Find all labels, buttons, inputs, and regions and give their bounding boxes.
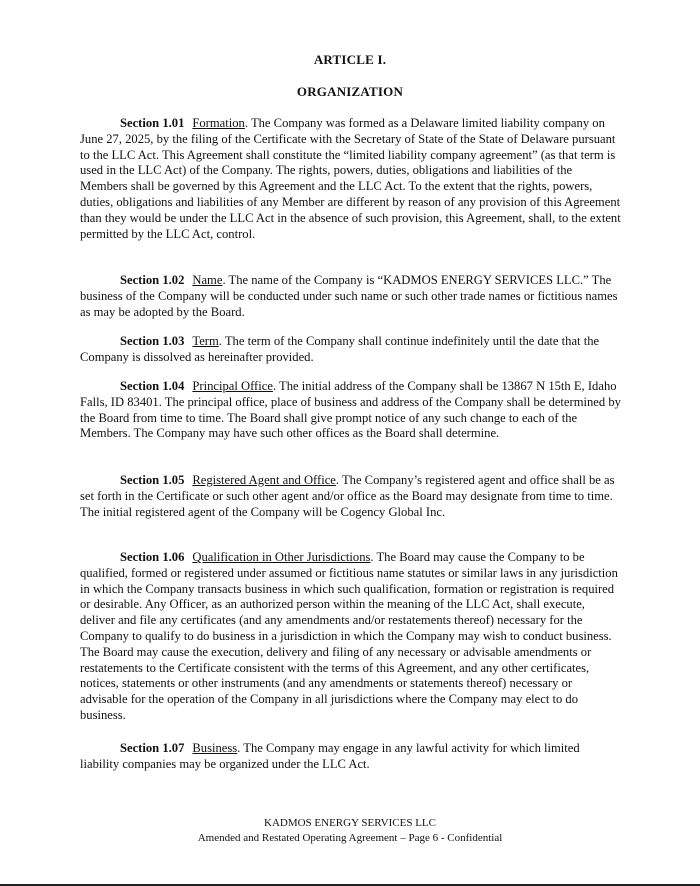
section-number: Section 1.02: [120, 273, 185, 287]
article-number: ARTICLE I.: [313, 52, 387, 67]
section-number: Section 1.03: [120, 334, 185, 348]
section-text: The initial address of the Company shall be 13867 N 15th E, Idaho Falls, ID 83401. The principal office, place of business and address of the Company shall be determined by the Board from time to time. The Board shall give prompt notice of any such change to each of the Members. The Company may have such other offices as the Board shall determine.: [80, 379, 621, 441]
section-heading: Principal Office: [192, 379, 273, 393]
section-number: Section 1.01: [120, 116, 185, 130]
section-heading: Formation: [192, 116, 245, 130]
section-number: Section 1.05: [120, 473, 185, 487]
section-number: Section 1.07: [120, 741, 185, 755]
section-heading: Term: [192, 334, 219, 348]
section-1-05: Section 1.05 Registered Agent and Office. The Company’s registered agent and office shall be as set forth in the Certificate or such other agent and/or office as the Board may designate from time to time. The initial registered agent of the Company will be Cogency Global Inc.: [80, 473, 615, 519]
article-title: ORGANIZATION: [296, 84, 404, 99]
section-text: The Company may engage in any lawful activity for which limited liability companies may be organized under the LLC Act.: [80, 741, 580, 771]
section-number: Section 1.04: [120, 379, 185, 393]
section-text: The Company was formed as a Delaware limited liability company on June 27, 2025, by the filing of the Certificate with the Secretary of State of the State of Delaware pursuant to the LLC Act. This Agreement shall constitute the “limited liability company agreement” (as that term is used in the LLC Act) of the Company. The rights, powers, duties, obligations and liabilities of the Members shall be governed by this Agreement and the LLC Act. To the extent that the rights, powers, duties, obligations and liabilities of any Member are different by reason of any provision of this Agreement than they would be under the LLC Act in the absence of such provision, this Agreement, shall, to the extent permitted by the LLC Act, control.: [80, 116, 621, 241]
section-text: The Company’s registered agent and office shall be as set forth in the Certificate or such other agent and/or office as the Board may designate from time to time. The initial registered agent of the Company will be Cogency Global Inc.: [80, 473, 615, 519]
section-heading: Registered Agent and Office: [192, 473, 336, 487]
section-heading: Name: [192, 273, 223, 287]
section-1-03: Section 1.03 Term. The term of the Company shall continue indefinitely until the date that the Company is dissolved as hereinafter provided.: [80, 334, 600, 364]
section-1-04: Section 1.04 Principal Office. The initial address of the Company shall be 13867 N 15th E, Idaho Falls, ID 83401. The principal office, place of business and address of the Company shall be determined by the Board from time to time. The Board shall give prompt notice of any such change to each of the Members. The Company may have such other offices as the Board shall determine.: [80, 379, 621, 441]
section-heading: Business: [192, 741, 238, 755]
section-number: Section 1.06: [120, 550, 185, 564]
footer-company: KADMOS ENERGY SERVICES LLC: [264, 817, 436, 829]
section-1-06: Section 1.06 Qualification in Other Jurisdictions. The Board may cause the Company to be qualified, formed or registered under assumed or fictitious name statutes or similar laws in any jurisdiction in which the Company transacts business in which such qualification, formation or registration is required or desirable. Any Officer, as an authorized person within the meaning of the LLC Act, shall execute, deliver and file any certificates (and any amendments and/or restatements thereof) necessary for the Company to qualify to do business in a jurisdiction in which the Company may wish to conduct business. The Board may cause the execution, delivery and filing of any necessary or advisable amendments or restatements to the Certificate consistent with the terms of this Agreement, and any other certificates, notices, statements or other instruments (and any amendments or statements thereof) necessary or advisable for the operation of the Company in all jurisdictions where the Company may elect to do business.: [80, 550, 618, 722]
section-1-01: Section 1.01 Formation. The Company was formed as a Delaware limited liability company on June 27, 2025, by the filing of the Certificate with the Secretary of State of the State of Delaware pursuant to the LLC Act. This Agreement shall constitute the “limited liability company agreement” (as that term is used in the LLC Act) of the Company. The rights, powers, duties, obligations and liabilities of the Members shall be governed by this Agreement and the LLC Act. To the extent that the rights, powers, duties, obligations and liabilities of any Member are different by reason of any provision of this Agreement than they would be under the LLC Act in the absence of such provision, this Agreement, shall, to the extent permitted by the LLC Act, control.: [80, 116, 621, 241]
section-text: The name of the Company is “KADMOS ENERGY SERVICES LLC.” The business of the Company will be conducted under such name or such other trade names or fictitious names as may be adopted by the Board.: [80, 273, 618, 319]
section-text: The term of the Company shall continue indefinitely until the date that the Company is dissolved as hereinafter provided.: [80, 334, 600, 364]
section-1-02: Section 1.02 Name. The name of the Company is “KADMOS ENERGY SERVICES LLC.” The business of the Company will be conducted under such name or such other trade names or fictitious names as may be adopted by the Board.: [80, 273, 618, 319]
section-heading: Qualification in Other Jurisdictions: [192, 550, 371, 564]
footer-page-line: Amended and Restated Operating Agreement – Page 6 - Confidential: [197, 832, 503, 844]
section-1-07: Section 1.07 Business. The Company may engage in any lawful activity for which limited liability companies may be organized under the LLC Act.: [80, 741, 580, 771]
section-text: The Board may cause the Company to be qualified, formed or registered under assumed or fictitious name statutes or similar laws in any jurisdiction in which the Company transacts business in which such qualification, formation or registration is required or desirable. Any Officer, as an authorized person within the meaning of the LLC Act, shall execute, deliver and file any certificates (and any amendments and/or restatements thereof) necessary for the Company to qualify to do business in a jurisdiction in which the Company may wish to conduct business. The Board may cause the execution, delivery and filing of any necessary or advisable amendments or restatements to the Certificate consistent with the terms of this Agreement, and any other certificates, notices, statements or other instruments (and any amendments or statements thereof) necessary or advisable for the operation of the Company in all jurisdictions where the Company may elect to do business.: [80, 550, 618, 722]
